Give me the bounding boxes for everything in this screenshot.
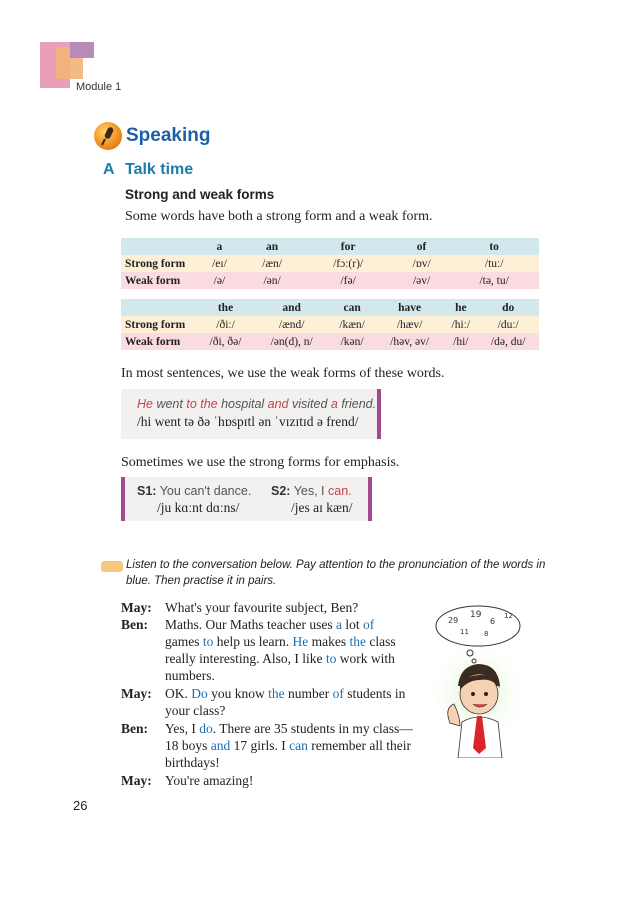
blue-word: can [289, 738, 308, 753]
dialogue-text: students in [343, 686, 406, 701]
dialogue-text: work with [336, 651, 395, 666]
dialogue-text: help us learn. [213, 634, 293, 649]
weak-form-cell: /fə/ [302, 272, 394, 289]
strong-form-cell: /ðiː/ [197, 316, 254, 333]
section-title: Speaking [126, 125, 211, 146]
speaker-label: May: [121, 773, 152, 788]
dialogue-text: Maths. Our Maths teacher uses [165, 617, 336, 632]
dialogue-line: What's your favourite subject, Ben? [165, 600, 359, 615]
intro-text: Some words have both a strong form and a weak form. [125, 209, 433, 224]
boy-thinking-illustration [420, 598, 530, 758]
strong-form-cell: /ænd/ [254, 316, 329, 333]
part-title: Talk time [125, 161, 194, 178]
bubble-number: 6 [490, 617, 496, 626]
weak-example-phonetic: /hi went tə ðə ˈhɒspɪtl ən ˈvɪzɪtɪd ə frend/ [137, 414, 359, 429]
sentence-word: a [330, 397, 338, 411]
weak-form-cell: /ən(d), n/ [254, 333, 329, 350]
strong-form-cell: /hæv/ [375, 316, 444, 333]
speaker-label: Ben: [121, 721, 148, 736]
dialogue-row: your class? [165, 703, 226, 718]
dialogue-text: number [284, 686, 333, 701]
word-header: of [394, 238, 449, 255]
dialogue-text: class [366, 634, 396, 649]
bubble-number: 11 [460, 628, 469, 636]
bubble-number: 12 [504, 612, 513, 620]
dialogue-row [165, 737, 423, 754]
s2-phonetic: /jes aɪ kæn/ [291, 500, 353, 515]
word-header: for [302, 238, 394, 255]
strong-form-cell: /fɔː(r)/ [302, 255, 394, 272]
dialogue-line [165, 720, 423, 771]
dialogue-row [165, 685, 423, 702]
strong-form-cell: /kæn/ [329, 316, 375, 333]
box-bar [121, 477, 125, 521]
word-header: to [449, 238, 539, 255]
dialogue-text: makes [308, 634, 350, 649]
bubble-number: 29 [448, 616, 459, 625]
dialogue-row [165, 720, 423, 737]
strong-form-cell: /ɒv/ [394, 255, 449, 272]
blue-word: of [362, 617, 375, 632]
strong-form-label: Strong form [121, 255, 197, 272]
boy-eye [484, 692, 488, 696]
s1-label: S1: [137, 484, 157, 498]
word-header: and [254, 299, 329, 316]
strong-example-box [121, 477, 372, 521]
weak-forms-note: In most sentences, we use the weak forms of these words. [121, 366, 445, 381]
blue-word: Do [191, 686, 208, 701]
dialogue-text: games [165, 634, 203, 649]
dialogue-text: Yes, I [165, 721, 200, 736]
dialogue-text: really interesting. Also, I like [165, 651, 326, 666]
thought-dot [467, 650, 473, 656]
dialogue-row [165, 633, 423, 650]
dialogue-row [165, 650, 423, 667]
strong-form-cell: /æn/ [242, 255, 302, 272]
strong-form-cell: /eɪ/ [197, 255, 242, 272]
bubble-number: 8 [484, 630, 489, 638]
sentence-word: went [152, 397, 187, 411]
sentence-word: hospital [217, 397, 268, 411]
strong-forms-note: Sometimes we use the strong forms for emphasis. [121, 455, 400, 470]
weak-form-cell: /ən/ [242, 272, 302, 289]
weak-form-cell: /əv/ [394, 272, 449, 289]
blue-word: of [332, 686, 344, 701]
instruction-text: Listen to the conversation below. Pay attention to the pronunciation of the words in blue. Then practise it in pairs. [126, 559, 546, 587]
box-bar [368, 477, 372, 521]
weak-form-cell: /kən/ [329, 333, 375, 350]
dialogue-row [165, 616, 423, 633]
speaker-label: May: [121, 686, 152, 701]
box-bar [377, 389, 381, 439]
module-label: Module 1 [76, 81, 122, 93]
blue-word: to [325, 651, 337, 666]
table-corner [121, 238, 197, 255]
strong-form-cell: /tuː/ [449, 255, 539, 272]
table-corner [121, 299, 197, 316]
dialogue-text: 17 girls. I [230, 738, 290, 753]
s1-text: You can't dance. [159, 484, 252, 498]
dialogue-line [165, 685, 423, 719]
strong-form-cell: /duː/ [477, 316, 539, 333]
boy-eye [471, 692, 475, 696]
weak-example-sentence [137, 397, 376, 411]
s2-label: S2: [271, 484, 291, 498]
sentence-word: He [137, 397, 153, 411]
page-number: 26 [73, 798, 88, 813]
word-header: can [329, 299, 375, 316]
blue-word: the [268, 686, 285, 701]
blue-word: the [349, 634, 366, 649]
strong-form-label: Strong form [121, 316, 197, 333]
sentence-word: and [267, 397, 289, 411]
forms-table-2 [121, 299, 539, 350]
word-header: a [197, 238, 242, 255]
word-header: do [477, 299, 539, 316]
s2-text: Yes, I [293, 484, 328, 498]
dialogue-row: numbers. [165, 668, 215, 683]
speaker-label: Ben: [121, 617, 148, 632]
weak-form-cell: /də, du/ [477, 333, 539, 350]
dialogue-text: remember all their [307, 738, 411, 753]
module-decoration-square [70, 42, 94, 58]
dialogue-text: you know [207, 686, 269, 701]
s1-line [137, 484, 251, 498]
weak-form-cell: /tə, tu/ [449, 272, 539, 289]
word-header: the [197, 299, 254, 316]
blue-word: a [335, 617, 342, 632]
dialogue-text: lot [341, 617, 363, 632]
subheading: Strong and weak forms [125, 187, 275, 202]
dialogue-line: You're amazing! [165, 773, 254, 788]
thought-dot [472, 659, 476, 663]
strong-form-cell: /hiː/ [444, 316, 477, 333]
part-letter: A [103, 161, 115, 178]
sentence-word: to the [186, 397, 218, 411]
weak-form-label: Weak form [121, 333, 197, 350]
word-header: he [444, 299, 477, 316]
instruction-marker [101, 561, 123, 572]
dialogue-text: OK. [165, 686, 192, 701]
weak-form-cell: /ði, ðə/ [197, 333, 254, 350]
bubble-number: 19 [470, 610, 482, 620]
weak-form-cell: /hi/ [444, 333, 477, 350]
speaker-label: May: [121, 600, 152, 615]
blue-word: to [202, 634, 214, 649]
word-header: an [242, 238, 302, 255]
s1-phonetic: /ju kɑːnt dɑːns/ [157, 500, 240, 515]
weak-form-cell: /ə/ [197, 272, 242, 289]
blue-word: He [292, 634, 309, 649]
dialogue-row: birthdays! [165, 755, 220, 770]
forms-table-1 [121, 238, 539, 289]
word-header: have [375, 299, 444, 316]
blue-word: do [199, 721, 213, 736]
s2-line [271, 484, 352, 498]
dialogue-text: 18 boys [165, 738, 211, 753]
dialogue-text: . There are 35 students in my class— [212, 721, 413, 736]
s2-emphasis: can. [328, 484, 352, 498]
sentence-word: visited [288, 397, 331, 411]
dialogue-line [165, 616, 423, 684]
sentence-word: friend. [337, 397, 377, 411]
blue-word: and [210, 738, 231, 753]
weak-form-cell: /həv, əv/ [375, 333, 444, 350]
weak-form-label: Weak form [121, 272, 197, 289]
speaking-microphone-icon [94, 122, 122, 150]
weak-example-box [121, 389, 381, 439]
